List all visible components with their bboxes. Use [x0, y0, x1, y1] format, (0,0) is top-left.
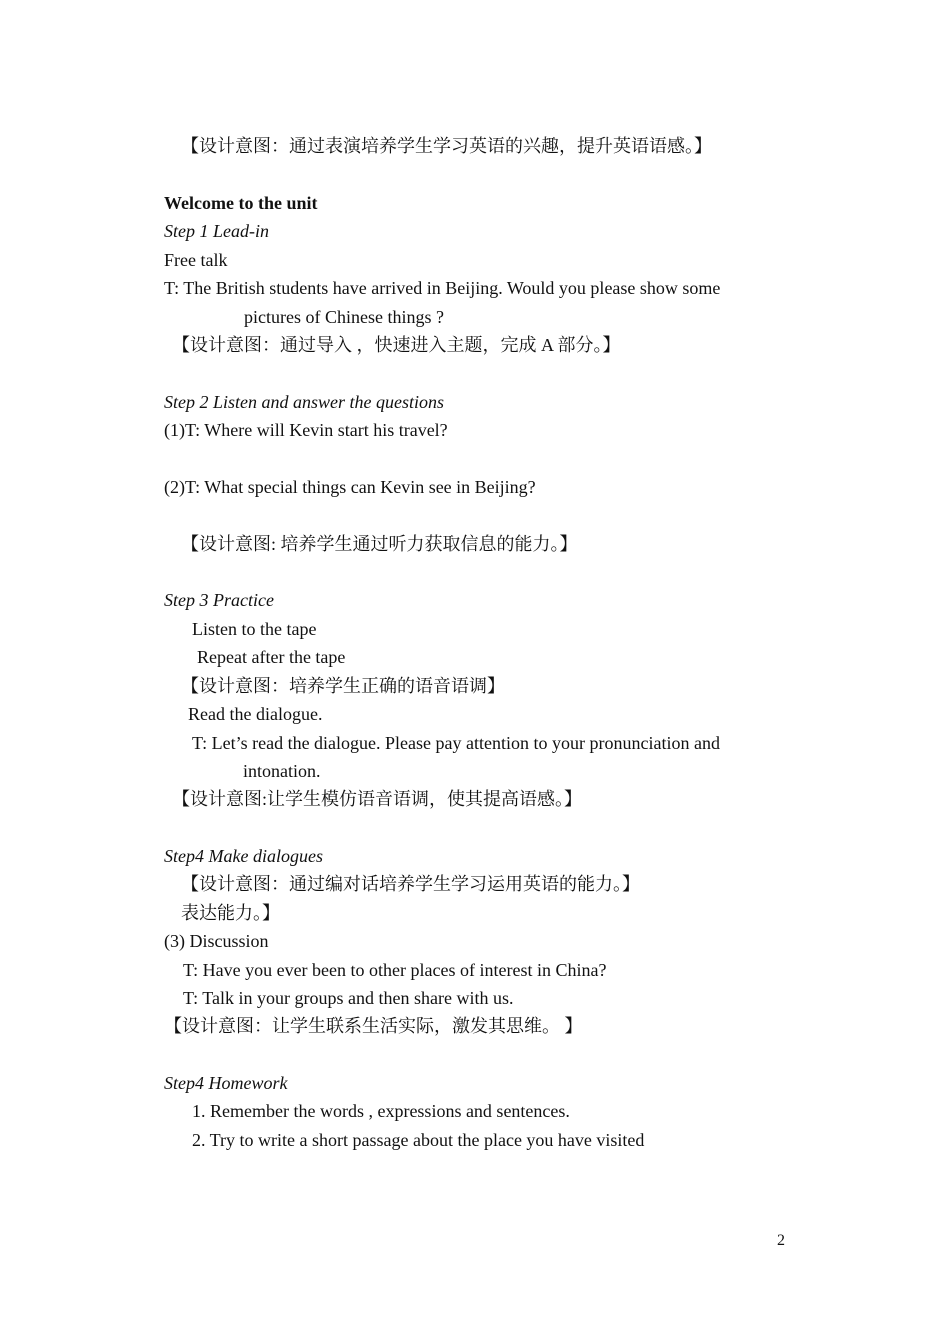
design-intent-note: 【设计意图：培养学生正确的语音语调】: [181, 676, 505, 696]
teacher-line: T: Let’s read the dialogue. Please pay attention to your pronunciation and: [192, 733, 720, 753]
design-intent-note: 【设计意图：通过导入 ，快速进入主题，完成 A 部分。】: [172, 335, 621, 355]
homework-item: 2. Try to write a short passage about the place you have visited: [192, 1130, 645, 1150]
teacher-line-continued: intonation.: [243, 761, 321, 781]
design-intent-note: 【设计意图: 培养学生通过听力获取信息的能力。】: [181, 534, 578, 554]
section-heading: Welcome to the unit: [164, 193, 318, 213]
step-heading: Step 2 Listen and answer the questions: [164, 392, 444, 412]
question-line: (1)T: Where will Kevin start his travel?: [164, 420, 448, 440]
body-text: Listen to the tape: [192, 619, 317, 639]
question-line: (2)T: What special things can Kevin see in Beijing?: [164, 477, 536, 497]
teacher-line-continued: pictures of Chinese things ?: [244, 307, 444, 327]
body-text: (3) Discussion: [164, 931, 269, 951]
body-text: Repeat after the tape: [197, 647, 346, 667]
step-heading: Step4 Homework: [164, 1073, 288, 1093]
body-text: Free talk: [164, 250, 228, 270]
teacher-line: T: Have you ever been to other places of interest in China?: [183, 960, 607, 980]
step-heading: Step4 Make dialogues: [164, 846, 323, 866]
homework-item: 1. Remember the words , expressions and sentences.: [192, 1101, 570, 1121]
teacher-line: T: The British students have arrived in Beijing. Would you please show some: [164, 278, 721, 298]
step-heading: Step 3 Practice: [164, 590, 274, 610]
teacher-line: T: Talk in your groups and then share with us.: [183, 988, 514, 1008]
step-heading: Step 1 Lead-in: [164, 221, 269, 241]
page-number: 2: [777, 1232, 785, 1249]
design-intent-note: 【设计意图：通过表演培养学生学习英语的兴趣，提升英语语感。】: [181, 136, 712, 156]
design-intent-note: 【设计意图：通过编对话培养学生学习运用英语的能力。】: [181, 874, 640, 894]
design-intent-note: 【设计意图:让学生模仿语音语调，使其提高语感。】: [172, 789, 582, 809]
design-intent-note-continued: 表达能力。】: [181, 903, 280, 923]
body-text: Read the dialogue.: [188, 704, 323, 724]
design-intent-note: 【设计意图：让学生联系生活实际，激发其思维。 】: [164, 1016, 583, 1036]
